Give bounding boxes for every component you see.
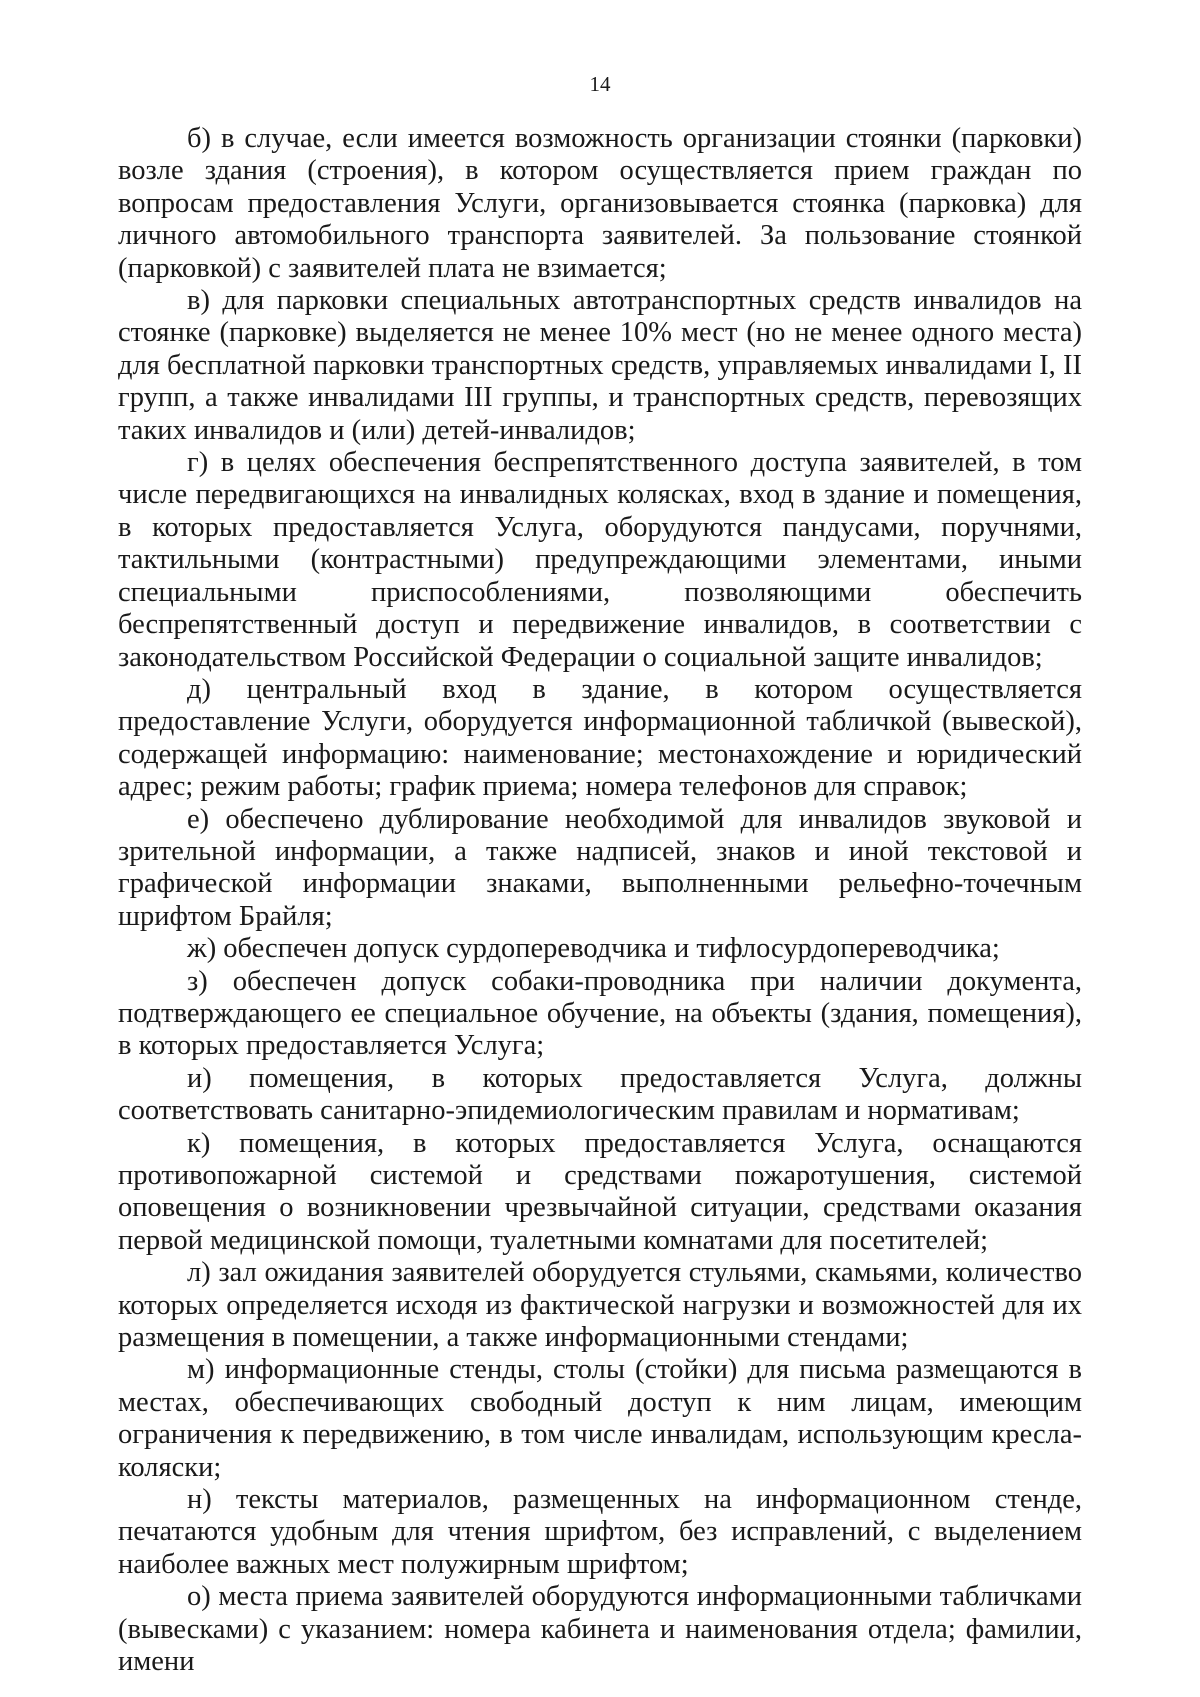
paragraph-m: м) информационные стенды, столы (стойки) для письма размещаются в местах, обеспечивающих свободный доступ к ним лицам, имеющим ограничения к передвижению, в том числе инвалидам, использующим кресла-коляски; (118, 1354, 1082, 1483)
paragraph-v: в) для парковки специальных автотранспортных средств инвалидов на стоянке (парковке) выделяется не менее 10% мест (но не менее одного места) для бесплатной парковки транспортных средств, управляемых инвалидами I, II групп, а также инвалидами III группы, и транспортных средств, перевозящих таких инвалидов и (или) детей-инвалидов; (118, 285, 1082, 446)
paragraph-z: з) обеспечен допуск собаки-проводника при наличии документа, подтверждающего ее специальное обучение, на объекты (здания, помещения), в которых предоставляется Услуга; (118, 965, 1082, 1062)
paragraph-g: г) в целях обеспечения беспрепятственного доступа заявителей, в том числе передвигающихся на инвалидных колясках, вход в здание и помещения, в которых предоставляется Услуга, оборудуются пандусами, поручнями, тактильными (контрастными) предупреждающими элементами, иными специальными приспособлениями, позволяющими обеспечить беспрепятственный доступ и передвижение инвалидов, в соответствии с законодательством Российской Федерации о социальной защите инвалидов; (118, 447, 1082, 673)
page-number: 14 (589, 72, 611, 96)
paragraph-l: л) зал ожидания заявителей оборудуется стульями, скамьями, количество которых определяется исходя из фактической нагрузки и возможностей для их размещения в помещении, а также информационными стендами; (118, 1257, 1082, 1354)
paragraph-i: и) помещения, в которых предоставляется Услуга, должны соответствовать санитарно-эпидемиологическим правилам и нормативам; (118, 1062, 1082, 1127)
paragraph-d: д) центральный вход в здание, в котором осуществляется предоставление Услуги, оборудуется информационной табличкой (вывеской), содержащей информацию: наименование; местонахождение и юридический адрес; режим работы; график приема; номера телефонов для справок; (118, 673, 1082, 803)
paragraph-o: о) места приема заявителей оборудуются информационными табличками (вывесками) с указанием: номера кабинета и наименования отдела; фамилии, имени (118, 1581, 1082, 1678)
paragraph-b: б) в случае, если имеется возможность организации стоянки (парковки) возле здания (строения), в котором осуществляется прием граждан по вопросам предоставления Услуги, организовывается стоянка (парковка) для личного автомобильного транспорта заявителей. За пользование стоянкой (парковкой) с заявителей плата не взимается; (118, 123, 1082, 284)
document-body (118, 123, 1082, 1679)
paragraph-e: е) обеспечено дублирование необходимой для инвалидов звуковой и зрительной информации, а также надписей, знаков и иной текстовой и графической информации знаками, выполненными рельефно-точечным шрифтом Брайля; (118, 803, 1082, 932)
paragraph-n: н) тексты материалов, размещенных на информационном стенде, печатаются удобным для чтения шрифтом, без исправлений, с выделением наиболее важных мест полужирным шрифтом; (118, 1484, 1082, 1580)
paragraph-zh: ж) обеспечен допуск сурдопереводчика и тифлосурдопереводчика; (187, 933, 1000, 965)
paragraph-k: к) помещения, в которых предоставляется Услуга, оснащаются противопожарной системой и средствами пожаротушения, системой оповещения о возникновении чрезвычайной ситуации, средствами оказания первой медицинской помощи, туалетными комнатами для посетителей; (118, 1127, 1082, 1256)
